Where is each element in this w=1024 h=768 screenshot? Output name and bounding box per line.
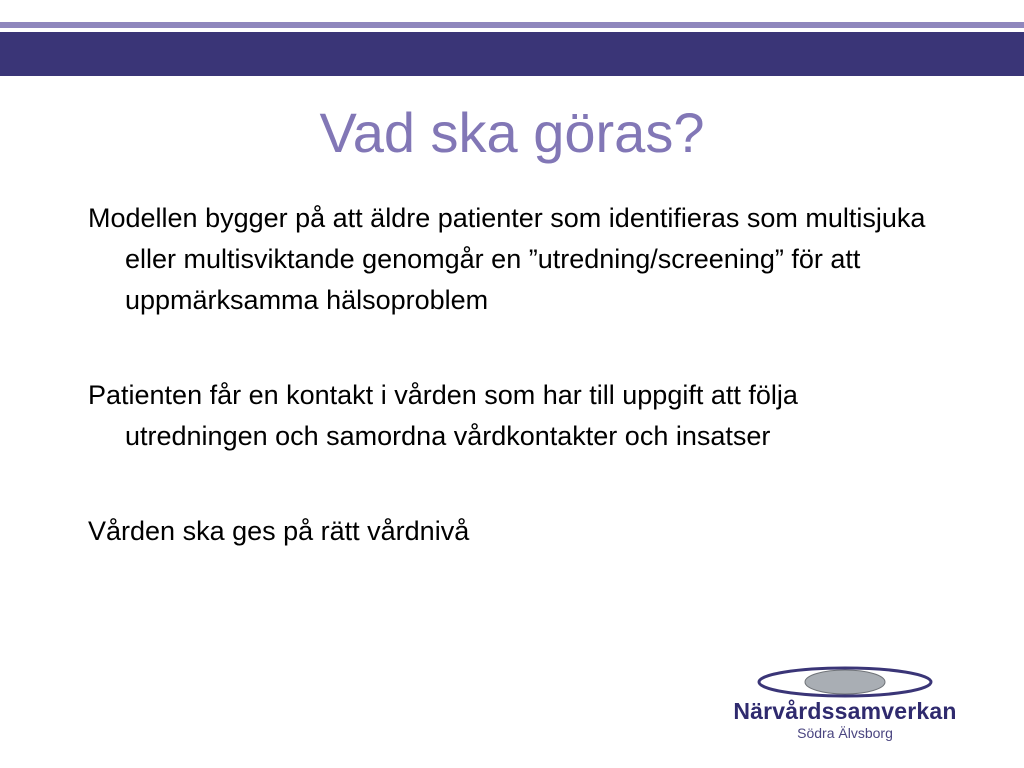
paragraph-2: Patienten får en kontakt i vården som har till uppgift att följa utredningen och samordna vårdkontakter och insatser — [88, 380, 798, 451]
header-band — [0, 32, 1024, 76]
logo-ellipse-icon — [705, 662, 985, 702]
paragraph-1: Modellen bygger på att äldre patienter som identifieras som multisjuka eller multisviktande genomgår en ”utredning/screening” för att uppmärksamma hälsoproblem — [88, 203, 926, 315]
slide-body — [88, 198, 948, 606]
paragraph-3: Vården ska ges på rätt vårdnivå — [88, 516, 470, 546]
logo-name: Närvårdssamverkan — [733, 698, 957, 724]
logo — [705, 662, 985, 752]
logo-subtitle: Södra Älvsborg — [797, 725, 893, 741]
slide-title: Vad ska göras? — [319, 101, 705, 164]
header-thin-band — [0, 22, 1024, 28]
